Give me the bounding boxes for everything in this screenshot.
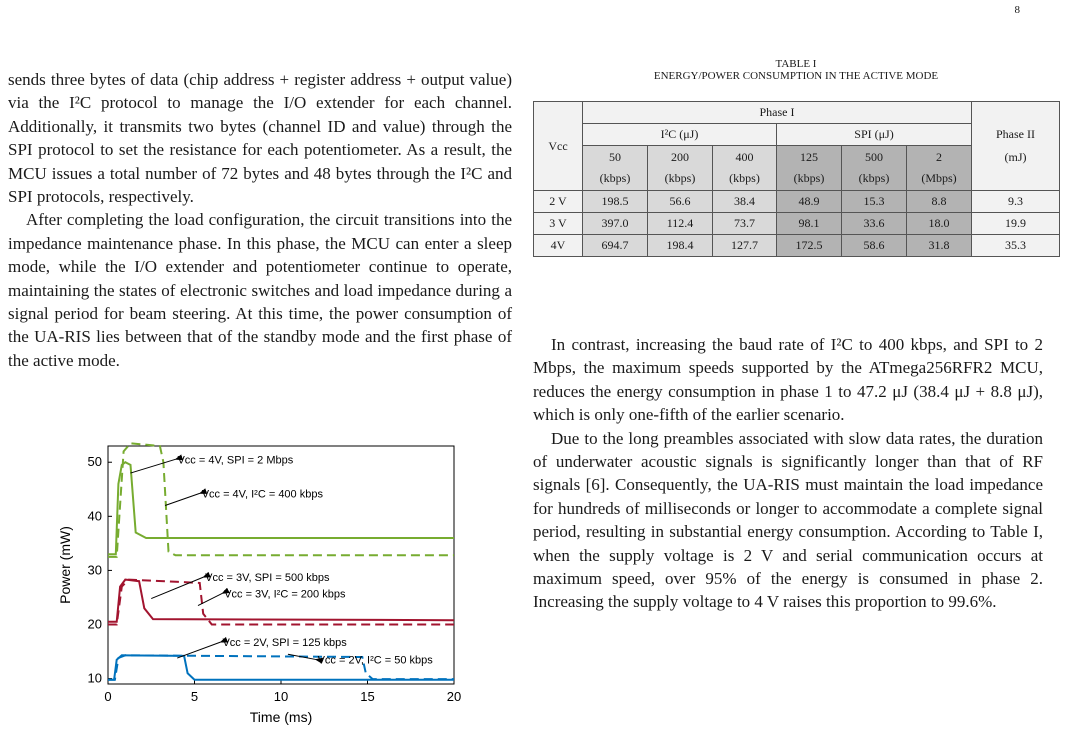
rate-value: 200 [671, 150, 689, 164]
table-caption [533, 58, 1059, 82]
rate-unit: (kbps) [599, 171, 631, 185]
header-i2c: I²C (μJ) [583, 124, 777, 146]
rate-cell-spi-3 [907, 146, 972, 191]
rate-cell-spi-1 [777, 146, 842, 191]
rate-cell-i2c-3 [713, 146, 777, 191]
table-cell: 15.3 [842, 191, 907, 213]
table-cell: 112.4 [648, 213, 713, 235]
header-phase-2-unit: (mJ) [1004, 150, 1027, 164]
paragraph-impedance-maintenance: After completing the load configuration, the circuit transitions into the impedance maintenance phase. In this phase, the MCU can enter a sleep mode, while the I/O extender and potentiometer continue to operate, maintaining the states of electronic switches and load impedance during a signal period for beam steering. At this time, the power consumption of the UA-RIS lies between that of the standby mode and the first phase of the active mode. [8, 210, 512, 370]
y-tick-label: 10 [87, 670, 102, 686]
rate-unit: (Mbps) [921, 171, 957, 185]
header-phase-2 [972, 102, 1060, 191]
left-column [8, 68, 512, 372]
annotation-label: Vcc = 2V, SPI = 125 kbps [222, 637, 347, 650]
rate-unit: (kbps) [858, 171, 890, 185]
table-title: ENERGY/POWER CONSUMPTION IN THE ACTIVE MODE [653, 70, 939, 82]
rate-unit: (kbps) [729, 171, 760, 185]
table-cell: 73.7 [713, 213, 777, 235]
table-cell: 198.4 [648, 235, 713, 257]
rate-unit: (kbps) [793, 171, 825, 185]
rate-value: 125 [800, 150, 818, 164]
rate-value: 500 [865, 150, 883, 164]
annotation-label: Vcc = 2V, I²C = 50 kbps [317, 654, 433, 667]
header-vcc: Vcc [534, 102, 583, 191]
table-cell-phase-2: 19.9 [972, 213, 1060, 235]
rate-value: 50 [609, 150, 621, 164]
table-cell: 694.7 [583, 235, 648, 257]
table-cell: 18.0 [907, 213, 972, 235]
table-cell-vcc: 4V [534, 235, 583, 257]
header-phase-2-label: Phase II [996, 127, 1035, 141]
paragraph-baud-rate: In contrast, increasing the baud rate of I²C to 400 kbps, and SPI to 2 Mbps, the maximum speeds supported by the ATmega256RFR2 MCU, reduces the energy consumption in phase 1 to 47.2 μJ (38.4 μJ + 8.8 μJ), which is only one-fifth of the earlier scenario. [533, 335, 1043, 425]
energy-table [533, 101, 1060, 257]
header-phase-1: Phase I [583, 102, 972, 124]
table-row [534, 235, 1060, 257]
rate-unit: (kbps) [664, 171, 696, 185]
table-cell: 33.6 [842, 213, 907, 235]
power-chart-svg [50, 438, 470, 728]
table-row [534, 191, 1060, 213]
paragraph-preambles: Due to the long preambles associated with slow data rates, the duration of underwater acoustic signals is significantly longer than that of RF signals [6]. Consequently, the UA-RIS must maintain the load impedance for hundreds of milliseconds or longer to accommodate a complete signal period, resulting in substantial energy consumption. According to Table I, when the supply voltage is 2 V and serial communication occurs at maximum speed, over 95% of the energy is consumed in phase 2. Increasing the supply voltage to 4 V raises this proportion to 99.6%. [533, 428, 1043, 612]
annotation-label: Vcc = 4V, I²C = 400 kbps [201, 488, 323, 501]
table-cell-vcc: 2 V [534, 191, 583, 213]
energy-table-container [533, 101, 1059, 257]
x-tick-label: 0 [104, 689, 112, 704]
table-cell: 172.5 [777, 235, 842, 257]
rate-cell-spi-2 [842, 146, 907, 191]
table-cell: 58.6 [842, 235, 907, 257]
annotation-label: Vcc = 3V, SPI = 500 kbps [205, 572, 330, 585]
table-cell-vcc: 3 V [534, 213, 583, 235]
rate-value: 400 [735, 150, 754, 164]
header-spi: SPI (μJ) [777, 124, 972, 146]
x-tick-label: 5 [190, 689, 199, 704]
page-number: 8 [1014, 4, 1020, 16]
table-cell: 127.7 [713, 235, 777, 257]
y-tick-label: 50 [87, 454, 102, 470]
table-cell: 31.8 [907, 235, 972, 257]
power-chart [50, 438, 470, 728]
rate-cell-i2c-2 [648, 146, 713, 191]
table-cell: 397.0 [583, 213, 648, 235]
annotation-label: Vcc = 4V, SPI = 2 Mbps [177, 454, 294, 467]
x-tick-label: 20 [446, 689, 462, 704]
y-tick-label: 30 [87, 562, 102, 578]
table-cell: 198.5 [583, 191, 648, 213]
table-cell: 56.6 [648, 191, 713, 213]
x-tick-label: 10 [273, 689, 289, 704]
table-cell: 98.1 [777, 213, 842, 235]
table-number: TABLE I [775, 58, 817, 70]
table-cell-phase-2: 35.3 [972, 235, 1060, 257]
table-cell: 48.9 [777, 191, 842, 213]
table-cell: 8.8 [907, 191, 972, 213]
table-cell: 38.4 [713, 191, 777, 213]
table-row [534, 213, 1060, 235]
x-axis-label: Time (ms) [249, 709, 313, 725]
paragraph-load-configuration: sends three bytes of data (chip address + register address + output value) via the I²C protocol to manage the I/O extender for each channel. Additionally, it transmits two bytes (channel ID and value) through the SPI protocol to set the resistance for each potentiometer. As a result, the MCU issues a total number of 72 bytes and 48 bytes through the I²C and SPI protocols, respectively. [8, 70, 512, 207]
y-tick-label: 20 [87, 616, 102, 632]
rate-value: 2 [936, 150, 942, 164]
annotation-label: Vcc = 3V, I²C = 200 kbps [224, 588, 346, 601]
right-column-text [533, 333, 1043, 614]
y-axis-label: Power (mW) [57, 526, 73, 604]
rate-cell-i2c-1 [583, 146, 648, 191]
y-tick-label: 40 [87, 508, 102, 524]
table-cell-phase-2: 9.3 [972, 191, 1060, 213]
x-tick-label: 15 [360, 689, 375, 704]
